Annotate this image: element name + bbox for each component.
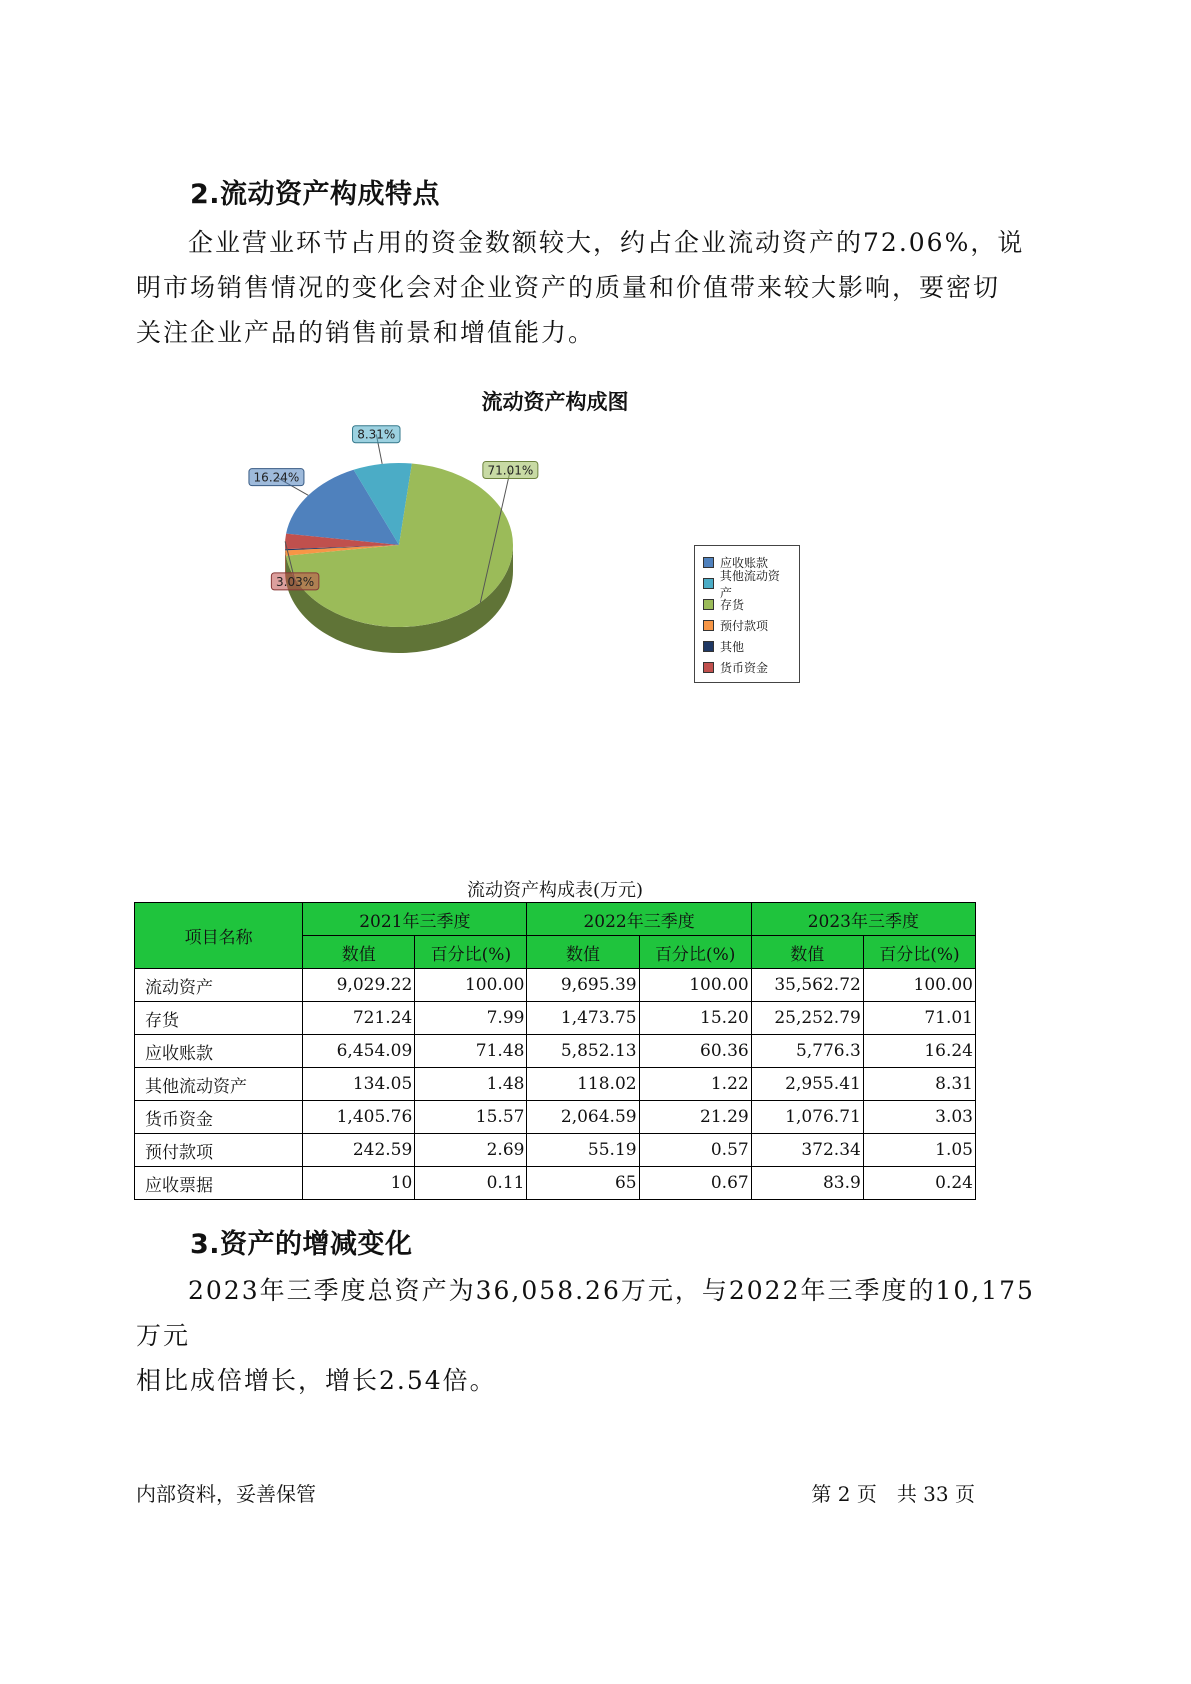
percent-cell: 0.67	[639, 1167, 751, 1200]
value-cell: 242.59	[303, 1134, 415, 1167]
value-cell: 35,562.72	[751, 969, 863, 1002]
table-caption: 流动资产构成表(万元)	[466, 880, 644, 901]
percent-cell: 3.03	[863, 1101, 975, 1134]
value-cell: 118.02	[527, 1068, 639, 1101]
chart-legend	[694, 545, 800, 683]
row-name: 货币资金	[135, 1101, 303, 1134]
paragraph-line: 明市场销售情况的变化会对企业资产的质量和价值带来较大影响，要密切	[136, 273, 1001, 302]
value-cell: 372.34	[751, 1134, 863, 1167]
legend-swatch	[703, 662, 714, 673]
table-row	[135, 969, 976, 1002]
pie-chart	[200, 427, 560, 700]
sub-header-percent: 百分比(%)	[863, 936, 975, 969]
chart-title: 流动资产构成图	[481, 390, 629, 414]
legend-item	[703, 568, 791, 600]
paragraph-line: 企业营业环节占用的资金数额较大，约占企业流动资产的72.06%，说	[188, 228, 1025, 257]
period-header: 2023年三季度	[751, 903, 975, 936]
legend-rows	[703, 552, 791, 678]
legend-label: 其他	[720, 640, 745, 654]
legend-swatch	[703, 620, 714, 631]
value-cell: 1,405.76	[303, 1101, 415, 1134]
section-paragraph	[136, 220, 1036, 355]
sub-header-percent: 百分比(%)	[415, 936, 527, 969]
period-header: 2022年三季度	[527, 903, 751, 936]
value-cell: 134.05	[303, 1068, 415, 1101]
legend-item	[703, 636, 791, 657]
row-name: 存货	[135, 1002, 303, 1035]
section-heading: 3.资产的增减变化	[190, 1229, 413, 1260]
data-table	[134, 902, 976, 1200]
value-cell: 25,252.79	[751, 1002, 863, 1035]
percent-cell: 21.29	[639, 1101, 751, 1134]
row-name: 应收票据	[135, 1167, 303, 1200]
legend-item	[703, 615, 791, 636]
percent-cell: 15.20	[639, 1002, 751, 1035]
page-number: 第 2 页 共 33 页	[811, 1482, 975, 1506]
percent-cell: 8.31	[863, 1068, 975, 1101]
value-cell: 9,695.39	[527, 969, 639, 1002]
legend-label: 其他流动资产	[719, 568, 780, 600]
legend-label: 预付款项	[720, 619, 769, 633]
percent-cell: 1.22	[639, 1068, 751, 1101]
table-row	[135, 1167, 976, 1200]
value-cell: 2,955.41	[751, 1068, 863, 1101]
table-row	[135, 1101, 976, 1134]
legend-item	[703, 657, 791, 678]
value-cell: 5,776.3	[751, 1035, 863, 1068]
legend-swatch	[703, 578, 714, 589]
table-row	[135, 1068, 976, 1101]
percent-cell: 71.48	[415, 1035, 527, 1068]
value-cell: 721.24	[303, 1002, 415, 1035]
table-body	[135, 969, 976, 1200]
paragraph-line: 相比成倍增长，增长2.54倍。	[136, 1366, 497, 1395]
percent-cell: 0.24	[863, 1167, 975, 1200]
pie-top	[285, 463, 513, 627]
table-row	[135, 1002, 976, 1035]
percent-cell: 100.00	[415, 969, 527, 1002]
legend-swatch	[703, 557, 714, 568]
percent-cell: 16.24	[863, 1035, 975, 1068]
value-cell: 10	[303, 1167, 415, 1200]
percent-cell: 1.48	[415, 1068, 527, 1101]
footer-left: 内部资料，妥善保管	[136, 1482, 316, 1506]
legend-swatch	[703, 641, 714, 652]
legend-label: 存货	[720, 598, 745, 612]
sub-header-value: 数值	[751, 936, 863, 969]
value-cell: 83.9	[751, 1167, 863, 1200]
percent-cell: 100.00	[863, 969, 975, 1002]
percent-cell: 7.99	[415, 1002, 527, 1035]
value-cell: 9,029.22	[303, 969, 415, 1002]
paragraph-line: 2023年三季度总资产为36,058.26万元，与2022年三季度的10,175万元	[136, 1276, 1035, 1350]
value-cell: 1,473.75	[527, 1002, 639, 1035]
percent-cell: 60.36	[639, 1035, 751, 1068]
sub-header-value: 数值	[303, 936, 415, 969]
legend-swatch	[703, 599, 714, 610]
value-cell: 55.19	[527, 1134, 639, 1167]
name-header: 项目名称	[135, 903, 303, 969]
section-paragraph	[136, 1268, 1056, 1403]
legend-label: 货币资金	[720, 661, 769, 675]
period-header: 2021年三季度	[303, 903, 527, 936]
section-heading: 2.流动资产构成特点	[190, 179, 441, 210]
data-label: 71.01%	[487, 463, 534, 478]
data-label: 8.31%	[357, 427, 396, 442]
percent-cell: 0.11	[415, 1167, 527, 1200]
sub-header-value: 数值	[527, 936, 639, 969]
value-cell: 5,852.13	[527, 1035, 639, 1068]
percent-cell: 0.57	[639, 1134, 751, 1167]
table-row	[135, 1035, 976, 1068]
legend-label: 应收账款	[720, 556, 769, 570]
percent-cell: 15.57	[415, 1101, 527, 1134]
table-row	[135, 1134, 976, 1167]
value-cell: 65	[527, 1167, 639, 1200]
value-cell: 6,454.09	[303, 1035, 415, 1068]
percent-cell: 1.05	[863, 1134, 975, 1167]
percent-cell: 100.00	[639, 969, 751, 1002]
row-name: 应收账款	[135, 1035, 303, 1068]
data-label: 3.03%	[276, 574, 315, 589]
value-cell: 1,076.71	[751, 1101, 863, 1134]
percent-cell: 2.69	[415, 1134, 527, 1167]
row-name: 其他流动资产	[135, 1068, 303, 1101]
row-name: 流动资产	[135, 969, 303, 1002]
row-name: 预付款项	[135, 1134, 303, 1167]
value-cell: 2,064.59	[527, 1101, 639, 1134]
sub-header-percent: 百分比(%)	[639, 936, 751, 969]
data-label: 16.24%	[253, 470, 300, 485]
percent-cell: 71.01	[863, 1002, 975, 1035]
paragraph-line: 关注企业产品的销售前景和增值能力。	[136, 318, 596, 347]
